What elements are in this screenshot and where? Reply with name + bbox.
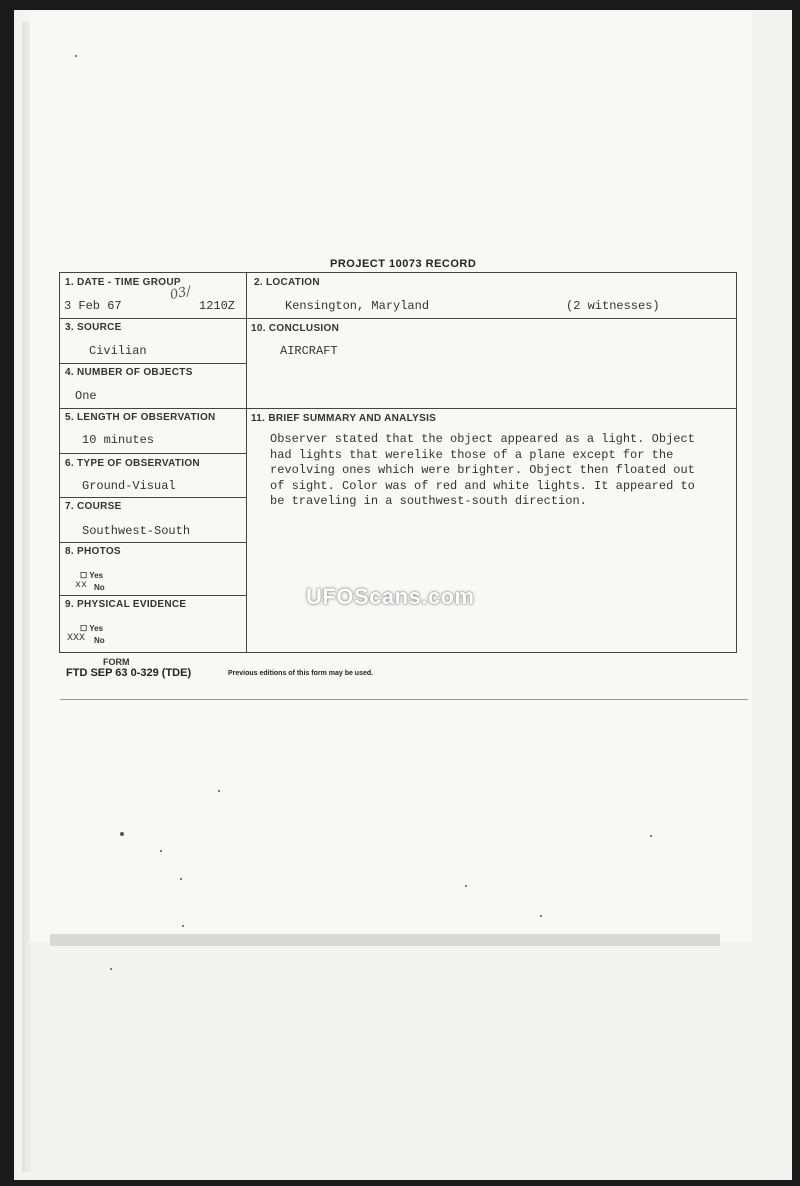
physical-evidence-label: 9. PHYSICAL EVIDENCE: [65, 599, 187, 610]
date-value: 3 Feb 67: [64, 299, 122, 313]
time-value: 1210Z: [199, 299, 236, 313]
scan-speck: [110, 968, 112, 970]
scan-speck: [180, 878, 182, 880]
length-value: 10 minutes: [82, 433, 155, 447]
sheet-bottom-shadow: [50, 934, 720, 946]
scan-speck: [540, 915, 542, 917]
photos-no-option: No: [94, 583, 105, 592]
photos-yes-option: ☐ Yes: [80, 571, 104, 580]
location-label: 2. LOCATION: [254, 277, 320, 288]
watermark: UFOScans.com: [306, 584, 475, 609]
num-objects-label: 4. NUMBER OF OBJECTS: [65, 367, 193, 378]
scan-speck: [218, 790, 220, 792]
scan-speck: [160, 850, 162, 852]
summary-text: Observer stated that the object appeared as a light. Object had lights that werelike those of a plane except for the revolving ones which were brighter. Object then floated out of sight. Color was of red and white lights. It appeared to be traveling in a southwest-south direction.: [270, 432, 695, 508]
scan-speck: [75, 55, 77, 57]
handwritten-day: 03/: [168, 283, 193, 304]
photos-label: 8. PHOTOS: [65, 546, 121, 557]
conclusion-value: AIRCRAFT: [280, 344, 338, 358]
type-value: Ground-Visual: [82, 479, 176, 493]
source-label: 3. SOURCE: [65, 322, 122, 333]
num-objects-value: One: [75, 389, 97, 403]
length-label: 5. LENGTH OF OBSERVATION: [65, 412, 216, 423]
scan-speck: [182, 925, 184, 927]
conclusion-label: 10. CONCLUSION: [251, 323, 340, 334]
evidence-no-option: No: [94, 636, 105, 645]
footer-form-word: FORM: [103, 657, 130, 667]
course-label: 7. COURSE: [65, 501, 122, 512]
type-label: 6. TYPE OF OBSERVATION: [65, 458, 200, 469]
photos-mark: xx: [75, 580, 88, 591]
witnesses-value: (2 witnesses): [566, 299, 660, 313]
scan-speck: [120, 832, 124, 836]
scan-speck: [650, 835, 652, 837]
record-title: PROJECT 10073 RECORD: [330, 258, 477, 270]
scan-speck: [465, 885, 467, 887]
location-value: Kensington, Maryland: [285, 299, 430, 313]
evidence-mark: XXX: [67, 633, 86, 644]
date-time-label: 1. DATE - TIME GROUP: [65, 277, 181, 288]
footer-note: Previous editions of this form may be used.: [228, 670, 374, 677]
source-value: Civilian: [89, 344, 147, 358]
course-value: Southwest-South: [82, 524, 191, 538]
footer-rule: [60, 699, 748, 700]
evidence-yes-option: ☐ Yes: [80, 624, 104, 633]
summary-label: 11. BRIEF SUMMARY AND ANALYSIS: [251, 413, 437, 424]
footer-form-code: FTD SEP 63 0-329 (TDE): [66, 667, 192, 679]
